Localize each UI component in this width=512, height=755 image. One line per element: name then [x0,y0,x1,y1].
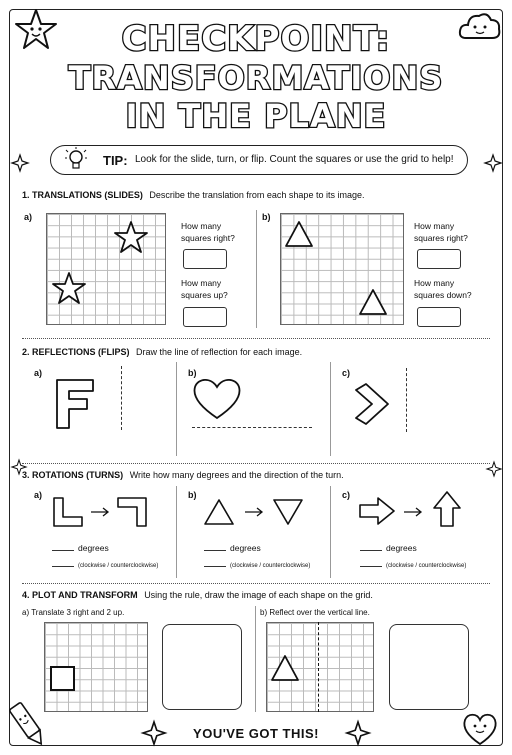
section-4-header [22,590,373,600]
question-1a-right [181,220,235,244]
question-1b-down [414,277,472,301]
question-text: squares right? [181,233,235,243]
section-2-divider [330,362,331,456]
part-3c-label: c) [342,490,351,500]
degrees-label: degrees [386,543,417,553]
tip-label: TIP: [103,153,128,168]
direction-label: (clockwise / counterclockwise) [78,563,159,569]
l-shape-rotated [116,496,148,528]
question-text: How many [181,278,222,288]
arrow-shape-right [358,496,396,526]
section-divider [22,583,490,584]
part-1b-label: b) [262,212,271,222]
question-text: How many [181,221,222,231]
tip-box [50,145,468,175]
section-3-divider [330,486,331,578]
part-1a-label: a) [24,212,33,222]
sparkle-icon [143,722,165,744]
blank-line [360,550,382,551]
part-2a-label: a) [34,368,43,378]
letter-f-shape [55,378,97,430]
section-3-divider [176,486,177,578]
question-text: How many [414,278,455,288]
part-4b-instruction: b) Reflect over the vertical line. [260,608,370,617]
section-4-divider [255,606,256,712]
question-text: squares down? [414,290,472,300]
question-text: How many [414,221,455,231]
section-3-heading: 3. ROTATIONS (TURNS) [22,470,124,480]
part-4a-instruction: a) Translate 3 right and 2 up. [22,608,125,617]
triangle-shape-image [358,288,388,316]
question-1a-up [181,277,228,301]
answer-box-1a-up[interactable] [183,307,227,327]
section-3-header [22,470,344,480]
star-shape-original [52,272,86,306]
heart-smiley-icon [462,712,498,746]
chevron-shape [352,384,392,424]
answer-box-1b-right[interactable] [417,249,461,269]
section-3-instruction: Write how many degrees and the direction of the turn. [129,470,344,480]
blank-line [204,566,226,567]
sparkle-icon [487,462,501,476]
sparkle-icon [485,155,501,171]
degrees-answer-3b[interactable] [204,543,261,553]
direction-hint-3a [52,563,158,569]
degrees-label: degrees [78,543,109,553]
reflection-line-2a [121,366,122,430]
blank-line [360,566,382,567]
blank-line [52,566,74,567]
section-4-heading: 4. PLOT AND TRANSFORM [22,590,138,600]
reflection-line-2c [406,368,407,432]
footer-text: YOU'VE GOT THIS! [193,726,319,741]
triangle-down-shape [272,498,304,526]
section-1-header [22,190,364,200]
degrees-label: degrees [230,543,261,553]
section-2-instruction: Draw the line of reflection for each image. [136,347,303,357]
triangle-up-shape [203,498,235,526]
section-divider [22,463,490,464]
title-line-1: CHECKPOINT: [121,19,391,59]
answer-box-1b-down[interactable] [417,307,461,327]
answer-box-1a-right[interactable] [183,249,227,269]
answer-area-4b[interactable] [389,624,469,710]
title-line-3: IN THE PLANE [125,97,387,135]
pencil-icon [8,700,48,750]
reflection-line-2b [192,427,312,428]
title-line-2: TRANSFORMATIONS [68,59,444,97]
part-2c-label: c) [342,368,351,378]
section-1-instruction: Describe the translation from each shape to its image. [149,190,365,200]
star-shape-image [114,221,148,255]
direction-label: (clockwise / counterclockwise) [230,563,311,569]
translation-grid-a [46,213,166,325]
arrow-right-icon [403,507,423,517]
answer-area-4a[interactable] [162,624,242,710]
section-divider [22,338,490,339]
blank-line [52,550,74,551]
triangle-shape-4b [270,654,300,682]
section-2-header [22,347,302,357]
l-shape-original [52,496,84,528]
degrees-answer-3a[interactable] [52,543,109,553]
part-3a-label: a) [34,490,43,500]
lightbulb-icon [65,148,87,172]
sparkle-icon [347,722,369,744]
section-4-instruction: Using the rule, draw the image of each shape on the grid. [144,590,373,600]
arrow-right-icon [244,507,264,517]
reflection-line-4b [318,622,319,712]
triangle-shape-original [284,220,314,248]
section-2-heading: 2. REFLECTIONS (FLIPS) [22,347,130,357]
arrow-shape-up [432,490,462,528]
arrow-right-icon [90,507,110,517]
tip-text: Look for the slide, turn, or flip. Count the squares or use the grid to help! [135,154,454,165]
heart-shape [192,376,242,420]
direction-hint-3b [204,563,310,569]
direction-label: (clockwise / counterclockwise) [386,563,467,569]
part-2b-label: b) [188,368,197,378]
question-text: squares right? [414,233,468,243]
question-text: squares up? [181,290,228,300]
section-2-divider [176,362,177,456]
section-1-divider [256,210,257,328]
direction-hint-3c [360,563,466,569]
square-shape [50,666,75,691]
section-1-heading: 1. TRANSLATIONS (SLIDES) [22,190,143,200]
sparkle-icon [12,155,28,171]
degrees-answer-3c[interactable] [360,543,417,553]
blank-line [204,550,226,551]
part-3b-label: b) [188,490,197,500]
question-1b-right [414,220,468,244]
